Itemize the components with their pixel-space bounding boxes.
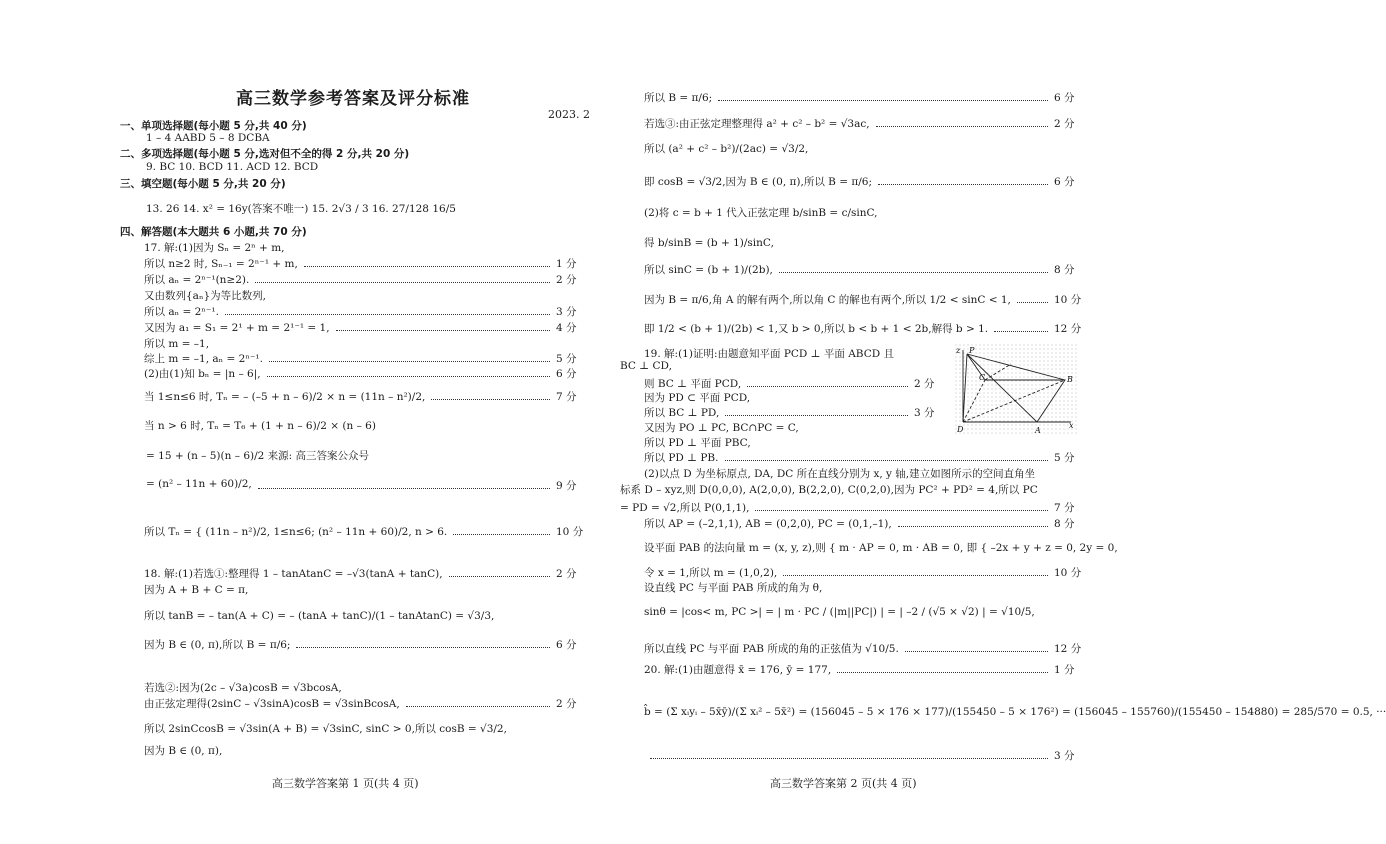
left-line [144,680,342,695]
figure-label-a: A [1035,426,1041,435]
right-score: 3 分 [1054,750,1075,762]
left-score: 1 分 [556,258,577,270]
left-line-text: 二、多项选择题(每小题 5 分,选对但不全的得 2 分,共 20 分) [120,148,410,160]
right-line-text: 令 x = 1,所以 m = (1,0,2), [644,567,778,579]
right-line-text: = PD = √2,所以 P(0,1,1), [620,502,750,514]
right-score: 2 分 [1054,118,1075,130]
right-line-text: 设平面 PAB 的法向量 m = (x, y, z),则 { m · AP = 0, m · AB = 0, 即 { –2x + y + z = 0, 2y = 0, [644,542,1118,554]
right-line [644,390,750,405]
left-line [146,132,270,144]
footer-page-2: 高三数学答案第 2 页(共 4 页) [770,777,917,790]
right-score: 12 分 [1054,323,1082,335]
left-score: 10 分 [556,526,584,538]
left-line [146,201,456,216]
left-line [144,418,376,433]
dotted-leader [783,567,1048,576]
left-line-text: 由正弦定理得(2sinC – √3sinA)cosB = √3sinBcosA, [144,698,400,710]
left-line [144,524,447,539]
left-line-text: 因为 B ∈ (0, π), [144,745,223,757]
left-line-text: 所以 tanB = – tan(A + C) = – (tanA + tanC)/(1 – tanAtanC) = √3/3, [144,610,495,622]
left-line-text: 因为 B ∈ (0, π),所以 B = π/6; [144,639,291,651]
left-line-text: 当 1≤n≤6 时, Tₙ = – (–5 + n – 6)/2 × n = (11n – n²)/2, [144,391,426,403]
left-line-text: 一、单项选择题(每小题 5 分,共 40 分) [120,120,307,132]
right-score: 8 分 [1054,264,1075,276]
right-line-text: 设直线 PC 与平面 PAB 所成的角为 θ, [644,582,823,594]
dotted-leader [898,518,1048,527]
right-line [644,376,741,391]
right-line-text: 得 b/sinB = (b + 1)/sinC, [644,237,774,249]
left-line-text: 所以 m = –1, [144,338,210,350]
left-line [144,743,222,758]
right-line-text: (2)以点 D 为坐标原点, DA, DC 所在直线分别为 x, y 轴,建立如图所示的空间直角坐 [644,468,1036,480]
left-line-text: 若选②:因为(2c – √3a)cosB = √3bcosA, [144,682,342,694]
dotted-leader [747,378,908,387]
right-line [644,450,719,465]
right-line [644,346,894,361]
left-line-text: 三、填空题(每小题 5 分,共 20 分) [120,178,286,190]
right-line [644,174,872,189]
left-score: 2 分 [556,568,577,580]
left-line [144,389,425,404]
left-line-text: 因为 A + B + C = π, [144,584,249,596]
left-line [146,448,369,463]
right-line-text: 所以 AP = (–2,1,1), AB = (0,2,0), PC = (0,1,–1), [644,518,892,530]
right-line [644,292,1011,307]
right-line-text: 所以 BC ⊥ PD, [644,407,720,419]
dotted-leader [779,264,1048,273]
left-line [144,566,443,581]
dotted-leader [296,639,550,648]
left-line [146,161,318,173]
right-line-text: 因为 B = π/6,角 A 的解有两个,所以角 C 的解也有两个,所以 1/2 < sinC < 1, [644,294,1011,306]
left-score: 6 分 [556,639,577,651]
figure-label-d: D [957,425,964,434]
left-line-text: 9. BC 10. BCD 11. ACD 12. BCD [146,161,319,173]
right-line [644,435,751,450]
right-line [644,606,1035,618]
dotted-leader [650,750,1048,759]
dotted-leader [453,526,550,535]
right-line [644,540,1118,555]
figure-label-p: P [969,346,975,355]
dotted-leader [837,664,1048,673]
right-line [644,90,712,105]
left-line [144,582,248,597]
page-title: 高三数学参考答案及评分标准 [236,89,470,109]
left-line-text: 又因为 a₁ = S₁ = 2¹ + m = 2¹⁻¹ = 1, [144,322,330,334]
dotted-leader [304,258,550,267]
left-line-text: 所以 n≥2 时, Sₙ₋₁ = 2ⁿ⁻¹ + m, [144,258,298,270]
right-line-text: 则 BC ⊥ 平面 PCD, [644,378,742,390]
right-line [644,205,878,220]
left-score: 4 分 [556,322,577,334]
right-line [644,405,719,420]
left-line [120,118,307,133]
left-line [144,366,261,381]
right-line [644,321,988,336]
figure-label-x: x [1069,421,1074,430]
left-line-text: 当 n > 6 时, Tₙ = T₆ + (1 + n – 6)/2 × (n – 6) [144,420,376,432]
right-line-text: 所以 PD ⊥ 平面 PBC, [644,437,751,449]
right-line [644,262,773,277]
left-line [144,272,249,287]
right-line-text: 因为 PD ⊂ 平面 PCD, [644,392,751,404]
left-line-text: 所以 aₙ = 2ⁿ⁻¹(n≥2). [144,274,250,286]
right-score: 10 分 [1054,567,1082,579]
right-line-text: 若选③:由正弦定理整理得 a² + c² – b² = √3ac, [644,118,870,130]
right-line [620,360,672,372]
left-line-text: 四、解答题(本大题共 6 小题,共 70 分) [120,226,307,238]
right-line-text: 所以 (a² + c² – b²)/(2ac) = √3/2, [644,143,809,155]
left-line-text: 又由数列{aₙ}为等比数列, [144,290,267,302]
right-line-text: 20. 解:(1)由题意得 x̄ = 176, ȳ = 177, [644,664,832,676]
left-line-text: 所以 Tₙ = { (11n – n²)/2, 1≤n≤6; (n² – 11n + 60)/2, n > 6. [144,526,448,538]
right-line [644,116,870,131]
right-line [644,662,831,677]
right-line [644,420,799,435]
right-score: 1 分 [1054,664,1075,676]
right-line-text: 即 cosB = √3/2,因为 B ∈ (0, π),所以 B = π/6; [644,176,873,188]
right-score: 6 分 [1054,176,1075,188]
left-line [146,478,252,490]
left-score: 6 分 [556,368,577,380]
dotted-leader [994,323,1048,332]
right-line [644,516,892,531]
left-line [144,320,330,335]
left-line-text: = 15 + (n – 5)(n – 6)/2 来源: 高三答案公众号 [146,450,370,462]
dotted-leader [449,568,550,577]
dotted-leader [725,452,1048,461]
right-line-text: sinθ = |cos< m, PC >| = | m · PC / (|m||PC|) | = | –2 / (√5 × √2) | = √10/5, [644,606,1035,618]
left-line [144,696,400,711]
left-line-text: 所以 aₙ = 2ⁿ⁻¹. [144,306,219,318]
figure-label-b: B [1067,375,1073,384]
right-line-text: 所以 sinC = (b + 1)/(2b), [644,264,773,276]
left-line-text: 18. 解:(1)若选①:整理得 1 – tanAtanC = –√3(tanA + tanC), [144,568,443,580]
right-score: 7 分 [1054,502,1075,514]
left-line-text: = (n² – 11n + 60)/2, [146,478,252,490]
right-score: 2 分 [914,378,935,390]
dotted-leader [431,391,550,400]
left-line [144,336,209,351]
right-score: 3 分 [914,407,935,419]
right-line [644,641,899,656]
left-line [144,721,507,736]
right-score: 8 分 [1054,518,1075,530]
right-line-text: 标系 D – xyz,则 D(0,0,0), A(2,0,0), B(2,2,0), C(0,2,0),因为 PC² + PD² = 4,所以 PC [620,484,1038,496]
left-line [144,637,290,652]
dotted-leader [718,92,1048,101]
left-line-text: 综上 m = –1, aₙ = 2ⁿ⁻¹. [144,353,263,365]
coordinate-figure [955,344,1077,436]
left-line [144,351,263,366]
left-score: 9 分 [556,480,577,492]
right-line [644,235,774,250]
right-line-text: 所以直线 PC 与平面 PAB 所成的角的正弦值为 √10/5. [644,643,899,655]
dotted-leader [755,502,1048,511]
dotted-leader [269,353,550,362]
dotted-leader [878,176,1048,185]
right-line [644,580,822,595]
left-line [144,240,284,255]
figure-label-z: z [956,346,961,355]
left-line-text: 17. 解:(1)因为 Sₙ = 2ⁿ + m, [144,242,285,254]
dotted-leader [267,368,550,377]
right-score: 12 分 [1054,643,1082,655]
dotted-leader [876,118,1048,127]
left-score: 7 分 [556,391,577,403]
left-line [120,176,286,191]
left-line [144,256,298,271]
right-score: 10 分 [1054,294,1082,306]
exam-date: 2023. 2 [548,108,590,121]
left-column [120,0,582,844]
left-score: 5 分 [556,353,577,365]
left-line [144,304,219,319]
right-line-text: 所以 B = π/6; [644,92,713,104]
right-line-text: 所以 PD ⊥ PB. [644,452,719,464]
dotted-leader [406,698,550,707]
left-line [144,288,266,303]
right-line [644,565,777,580]
right-line-text: 19. 解:(1)证明:由题意知平面 PCD ⊥ 平面 ABCD 且 [644,348,895,360]
right-score: 6 分 [1054,92,1075,104]
right-line-text: BC ⊥ CD, [620,360,672,372]
left-line-text: 1 – 4 AABD 5 – 8 DCBA [146,132,270,144]
dotted-leader [255,274,550,283]
right-line [644,141,808,156]
left-line [120,146,409,161]
right-line [620,500,749,515]
right-line [644,706,1386,718]
left-line-text: (2)由(1)知 bₙ = |n – 6|, [144,368,261,380]
right-line [620,482,1038,497]
dotted-leader [336,322,550,331]
left-line [120,224,307,239]
right-line-text: 又因为 PO ⊥ PC, BC∩PC = C, [644,422,799,434]
right-line [644,466,1035,481]
left-score: 2 分 [556,698,577,710]
right-line-text: (2)将 c = b + 1 代入正弦定理 b/sinB = c/sinC, [644,207,878,219]
right-score: 5 分 [1054,452,1075,464]
left-score: 3 分 [556,306,577,318]
left-line [144,608,494,623]
footer-page-1: 高三数学答案第 1 页(共 4 页) [272,777,419,790]
dotted-leader [1017,294,1048,303]
left-line-text: 13. 26 14. x² = 16y(答案不唯一) 15. 2√3 / 3 16. 27/128 16/5 [146,203,456,215]
right-line-text: 即 1/2 < (b + 1)/(2b) < 1,又 b > 0,所以 b < b + 1 < 2b,解得 b > 1. [644,323,989,335]
dotted-leader [225,306,550,315]
dotted-leader [905,643,1048,652]
dotted-leader [725,407,908,416]
right-line-text: b̂ = (Σ xᵢyᵢ – 5x̄ȳ)/(Σ xᵢ² – 5x̄²) = (156045 – 5 × 176 × 177)/(155450 – 5 × 176²) = (156045 – 155760)/(155450 – 154880) = 285/570 = 0.5, ··· [644,706,1386,718]
left-score: 2 分 [556,274,577,286]
left-line-text: 所以 2sinCcosB = √3sin(A + B) = √3sinC, sinC > 0,所以 cosB = √3/2, [144,723,507,735]
figure-label-c: C [979,373,986,382]
dotted-leader [258,480,550,489]
